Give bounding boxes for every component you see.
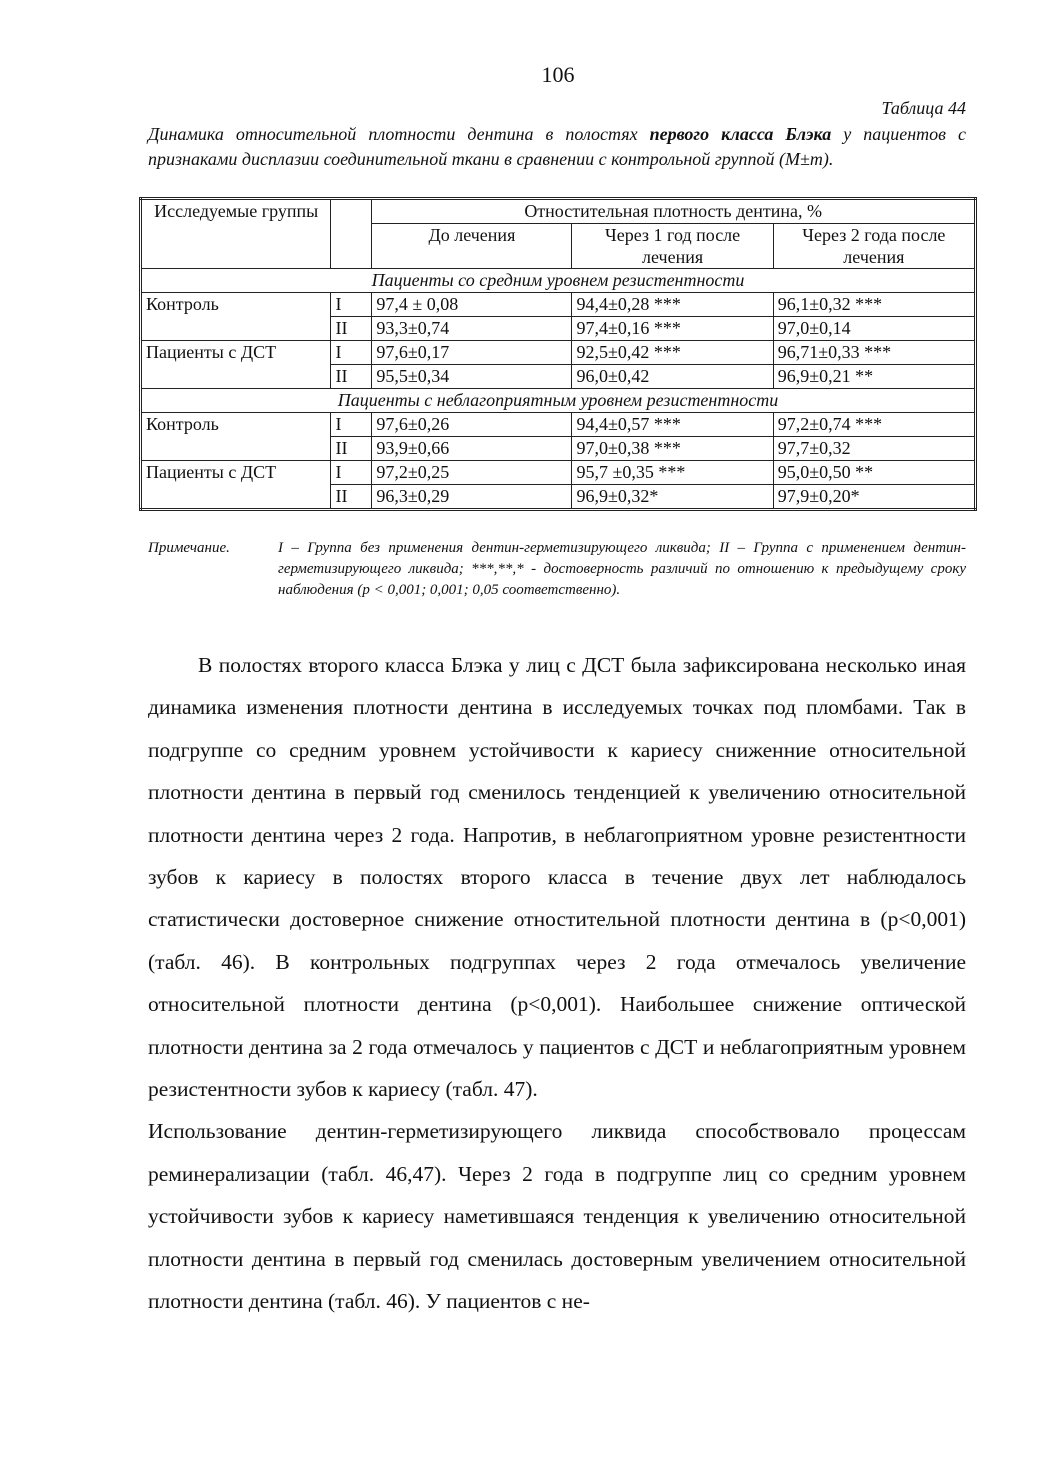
value-after-1: 95,7 ±0,35 *** (572, 461, 773, 485)
value-after-2: 97,0±0,14 (773, 317, 975, 341)
value-before: 95,5±0,34 (372, 365, 572, 389)
caption-text-2: у пациентов с признаками дисплазии соединительной ткани в сравнении с контрольной группой (M±m). (148, 124, 966, 169)
table-row (141, 293, 976, 317)
note-lead: Примечание. (148, 540, 230, 556)
density-table (139, 197, 977, 511)
value-before: 96,3±0,29 (372, 485, 572, 510)
value-after-1: 96,9±0,32* (572, 485, 773, 510)
value-before: 97,6±0,26 (372, 413, 572, 437)
value-after-1: 94,4±0,28 *** (572, 293, 773, 317)
value-after-1: 97,0±0,38 *** (572, 437, 773, 461)
section-title: Пациенты со средним уровнем резистентности (141, 269, 976, 293)
value-before: 93,3±0,74 (372, 317, 572, 341)
value-before: 97,4 ± 0,08 (372, 293, 572, 317)
header-density: Отностительная плотность дентина, % (372, 199, 976, 224)
subgroup: I (331, 461, 372, 485)
subgroup: II (331, 365, 372, 389)
subgroup: I (331, 341, 372, 365)
subgroup: I (331, 413, 372, 437)
value-before: 93,9±0,66 (372, 437, 572, 461)
value-after-2: 97,2±0,74 *** (773, 413, 975, 437)
table-caption (148, 122, 966, 172)
paragraph: Использование дентин-герметизирующего ликвида способствовало процессам реминерализации (табл. 46,47). Через 2 года в подгруппе лиц со средним уровнем устойчивости зубов к кариесу наметившаяся тенденция к увеличению относительной плотности дентина в первый год сменилась достоверным увеличением относительной плотности дентина (табл. 46). У пациентов с не- (148, 1119, 966, 1314)
value-after-1: 92,5±0,42 *** (572, 341, 773, 365)
caption-bold: первого класса Блэка (649, 124, 832, 144)
value-after-2: 96,71±0,33 *** (773, 341, 975, 365)
value-after-2: 96,1±0,32 *** (773, 293, 975, 317)
value-after-2: 97,9±0,20* (773, 485, 975, 510)
table-label: Таблица 44 (881, 98, 966, 118)
header-after-2-years: Через 2 года после лечения (773, 224, 975, 269)
value-after-2: 96,9±0,21 ** (773, 365, 975, 389)
value-after-1: 96,0±0,42 (572, 365, 773, 389)
subgroup: II (331, 317, 372, 341)
subgroup: II (331, 485, 372, 510)
group-label: Пациенты с ДСТ (141, 461, 331, 510)
subgroup: II (331, 437, 372, 461)
table-row (141, 461, 976, 485)
header-groups: Исследуемые группы (141, 199, 331, 269)
value-before: 97,6±0,17 (372, 341, 572, 365)
note-text: I – Группа без применения дентин-герметизирующего ликвида; II – Группа с применением дентин-герметизирующего ликвида; ***,**,* - достоверность различий по отношению к предыдущему сроку наблюдения (p < 0,001; 0,001; 0,05 соответственно). (278, 540, 966, 598)
group-label: Контроль (141, 413, 331, 461)
section-title: Пациенты с неблагоприятным уровнем резистентности (141, 389, 976, 413)
header-sub-blank (331, 199, 372, 269)
group-label: Контроль (141, 293, 331, 341)
value-after-1: 94,4±0,57 *** (572, 413, 773, 437)
group-label: Пациенты с ДСТ (141, 341, 331, 389)
header-before: До лечения (372, 224, 572, 269)
subgroup: I (331, 293, 372, 317)
table-row (141, 413, 976, 437)
value-after-2: 95,0±0,50 ** (773, 461, 975, 485)
header-after-1-year: Через 1 год после лечения (572, 224, 773, 269)
table-note (148, 538, 966, 601)
paragraph: В полостях второго класса Блэка у лиц с ДСТ была зафиксирована несколько иная динамика изменения плотности дентина в исследуемых точках под пломбами. Так в подгруппе со средним уровнем устойчивости к кариесу сниженние относительной плотности дентина в первый год сменилось тенденцией к увеличению относительной плотности дентина через 2 года. Напротив, в неблагоприятном уровне резистентности зубов к кариесу в полостях второго класса в течение двух лет наблюдалось статистически достоверное снижение отностительной плотности дентина в (р<0,001) (табл. 46). В контрольных подгруппах через 2 года отмечалось увеличение относительной плотности дентина (р<0,001). Наибольшее снижение оптической плотности дентина за 2 года отмечалось у пациентов с ДСТ и неблагоприятным уровнем резистентности зубов к кариесу (табл. 47). (148, 653, 966, 1102)
value-before: 97,2±0,25 (372, 461, 572, 485)
body-text (148, 644, 966, 1323)
caption-text-1: Динамика относительной плотности дентина в полостях (148, 124, 650, 144)
value-after-1: 97,4±0,16 *** (572, 317, 773, 341)
value-after-2: 97,7±0,32 (773, 437, 975, 461)
table-row (141, 341, 976, 365)
page-number: 106 (541, 62, 575, 87)
